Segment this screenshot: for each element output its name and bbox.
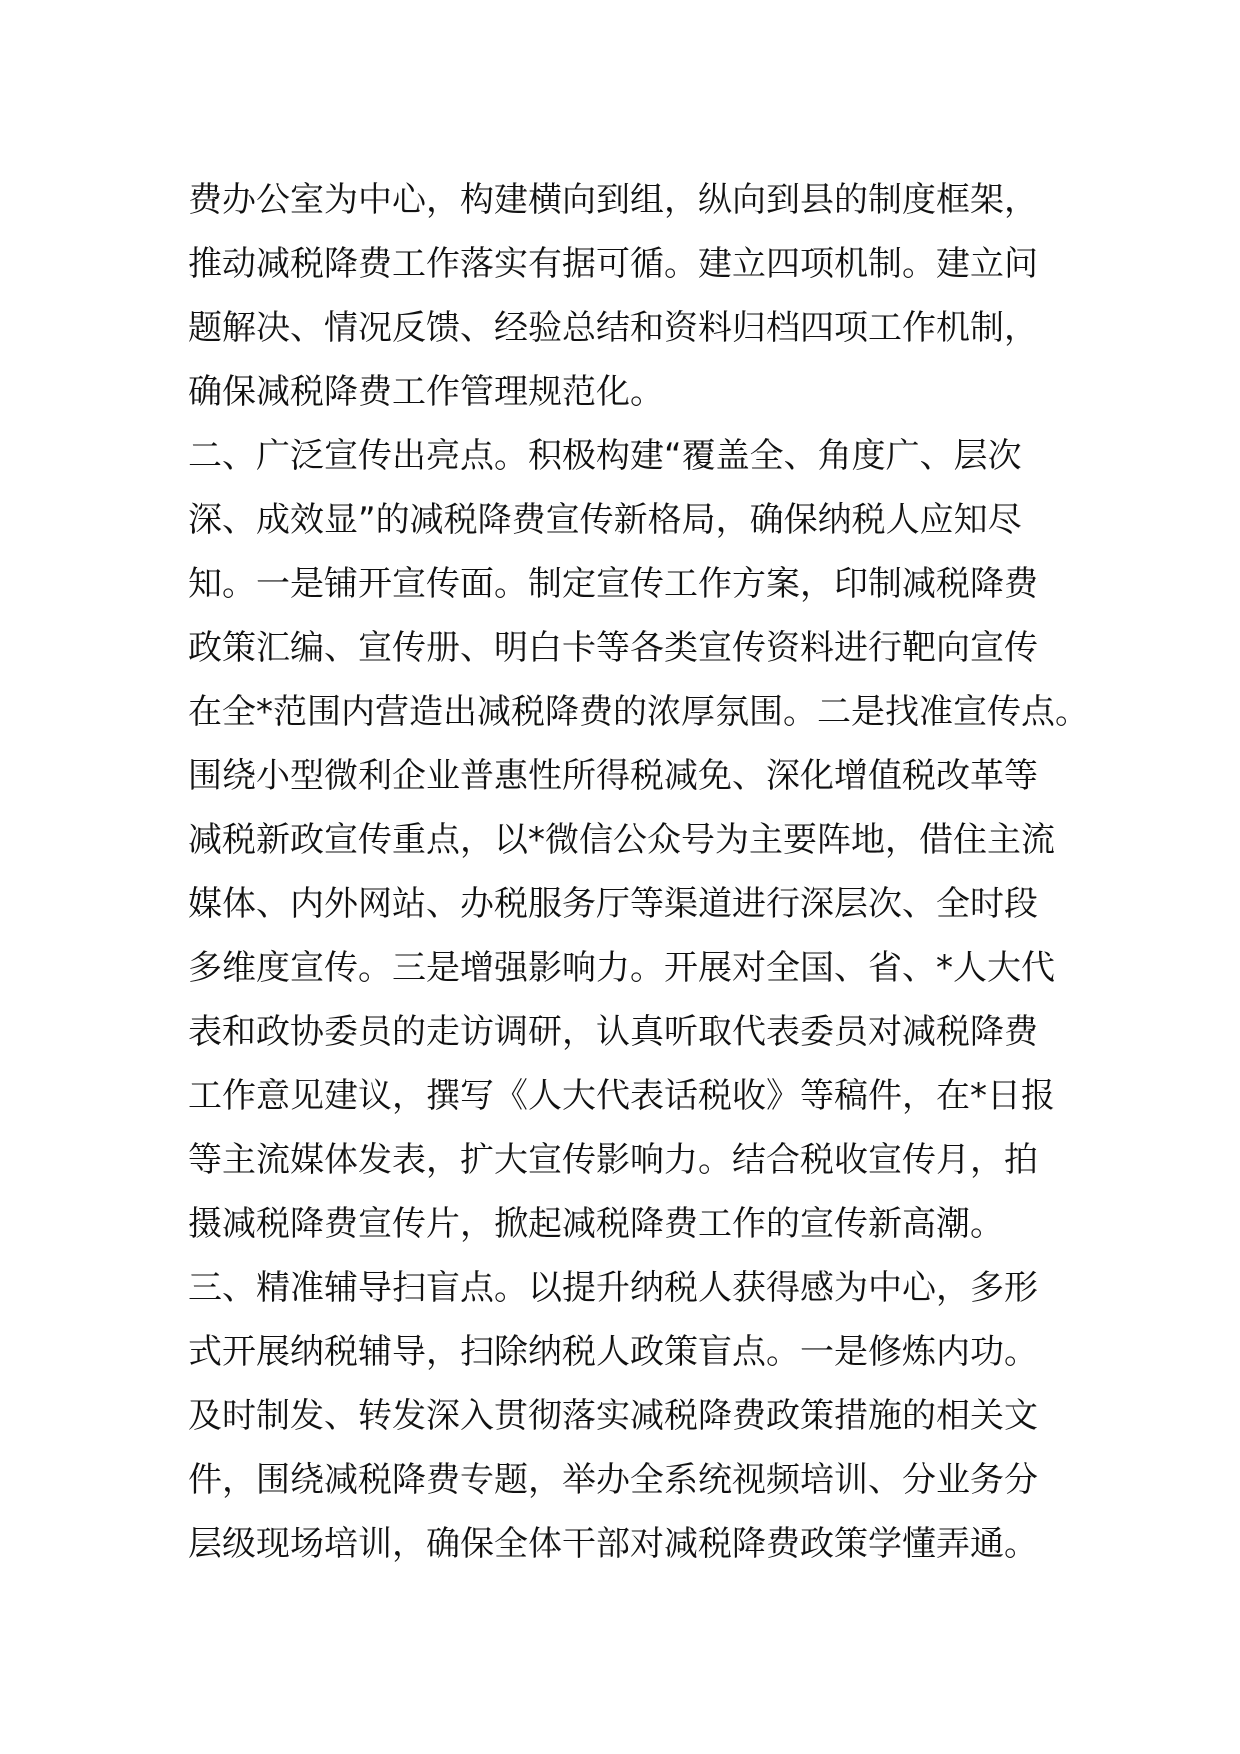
text-line: 在全*范围内营造出减税降费的浓厚氛围。二是找准宣传点。 xyxy=(188,692,1089,732)
text-line: 多维度宣传。三是增强影响力。开展对全国、省、*人大代 xyxy=(188,948,1055,988)
text-line: 件，围绕减税降费专题，举办全系统视频培训、分业务分 xyxy=(188,1460,1038,1500)
body-text xyxy=(188,168,1088,1576)
text-line: 题解决、情况反馈、经验总结和资料归档四项工作机制， xyxy=(188,308,1038,348)
text-line: 层级现场培训，确保全体干部对减税降费政策学懂弄通。 xyxy=(188,1524,1038,1564)
text-line: 减税新政宣传重点，以*微信公众号为主要阵地，借住主流 xyxy=(188,820,1055,860)
text-line: 摄减税降费宣传片，掀起减税降费工作的宣传新高潮。 xyxy=(188,1204,1004,1244)
text-line: 工作意见建议，撰写《人大代表话税收》等稿件，在*日报 xyxy=(188,1076,1055,1116)
section-heading-line: 三、精准辅导扫盲点。以提升纳税人获得感为中心，多形 xyxy=(188,1268,1038,1308)
text-line: 围绕小型微利企业普惠性所得税减免、深化增值税改革等 xyxy=(188,756,1038,796)
text-line: 确保减税降费工作管理规范化。 xyxy=(188,372,664,412)
text-line: 政策汇编、宣传册、明白卡等各类宣传资料进行靶向宣传 xyxy=(188,628,1038,668)
text-line: 表和政协委员的走访调研，认真听取代表委员对减税降费 xyxy=(188,1012,1038,1052)
text-line: 等主流媒体发表，扩大宣传影响力。结合税收宣传月，拍 xyxy=(188,1140,1038,1180)
text-line: 知。一是铺开宣传面。制定宣传工作方案，印制减税降费 xyxy=(188,564,1038,604)
text-line: 及时制发、转发深入贯彻落实减税降费政策措施的相关文 xyxy=(188,1396,1038,1436)
text-line: 深、成效显”的减税降费宣传新格局，确保纳税人应知尽 xyxy=(188,500,1022,540)
section-heading-line: 二、广泛宣传出亮点。积极构建“覆盖全、角度广、层次 xyxy=(188,436,1022,476)
text-line: 费办公室为中心，构建横向到组，纵向到县的制度框架， xyxy=(188,180,1038,220)
text-line: 媒体、内外网站、办税服务厅等渠道进行深层次、全时段 xyxy=(188,884,1038,924)
text-line: 推动减税降费工作落实有据可循。建立四项机制。建立问 xyxy=(188,244,1038,284)
text-line: 式开展纳税辅导，扫除纳税人政策盲点。一是修炼内功。 xyxy=(188,1332,1038,1372)
